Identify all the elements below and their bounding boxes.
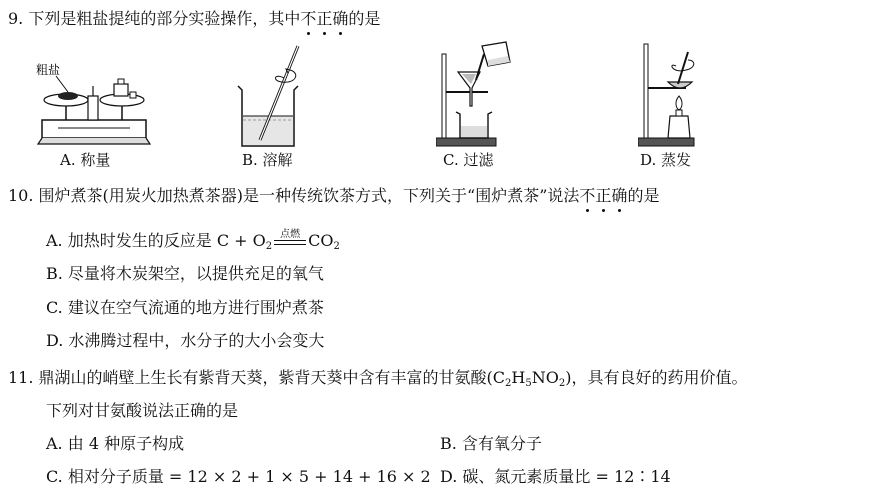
q10-option-a: A. 加热时发生的反应是 $C + O_2$ 点燃 $CO_2$ xyxy=(46,231,340,251)
crude-salt-label: 粗盐 xyxy=(36,63,61,77)
option-c-caption: C. 过滤 xyxy=(443,151,494,169)
reaction-arrow xyxy=(272,231,308,251)
option-a-caption: A. 称量 xyxy=(60,151,111,169)
filtration-figure xyxy=(436,40,536,152)
q11-stem-line2: 下列对甘氨酸说法正确的是 xyxy=(46,401,239,420)
emphasis-char: 确 xyxy=(611,186,628,205)
q10-option-b: B. 尽量将木炭架空，以提供充足的氧气 xyxy=(46,264,324,283)
emphasis-char: 不 xyxy=(579,186,596,205)
balance-figure xyxy=(28,60,158,150)
option-d-caption: D. 蒸发 xyxy=(640,151,692,169)
emphasis-char: 正 xyxy=(595,186,612,205)
q10-option-c: C. 建议在空气流通的地方进行围炉煮茶 xyxy=(46,298,324,317)
q11-option-a: A. 由 4 种原子构成 xyxy=(46,434,185,453)
emphasis-char: 正 xyxy=(316,9,333,28)
option-b-caption: B. 溶解 xyxy=(242,151,293,169)
q9-stem: 9. 下列是粗盐提纯的部分实验操作，其中不正确的是 xyxy=(8,9,381,28)
evaporation-figure xyxy=(638,40,718,152)
q11-option-c: C. 相对分子质量 = 12 × 2 + 1 × 5 + 14 + 16 × 2 xyxy=(46,467,431,486)
emphasis-char: 不 xyxy=(300,9,317,28)
q11-option-b: B. 含有氧分子 xyxy=(440,434,542,453)
beaker-figure xyxy=(232,42,312,150)
q10-stem: 10. 围炉煮茶(用炭火加热煮茶器)是一种传统饮茶方式，下列关于“围炉煮茶”说法不正确的是 xyxy=(8,186,660,205)
q11-stem: 11. 鼎湖山的峭壁上生长有紫背天葵，紫背天葵中含有丰富的甘氨酸$(C_2H_5NO_2)$，具有良好的药用价值。 xyxy=(8,368,748,389)
reaction-condition: 点燃 xyxy=(280,229,301,240)
q11-option-d: D. 碳、氮元素质量比 = 12∶14 xyxy=(440,467,671,486)
q10-option-d: D. 水沸腾过程中，水分子的大小会变大 xyxy=(46,331,325,350)
emphasis-char: 确 xyxy=(332,9,349,28)
